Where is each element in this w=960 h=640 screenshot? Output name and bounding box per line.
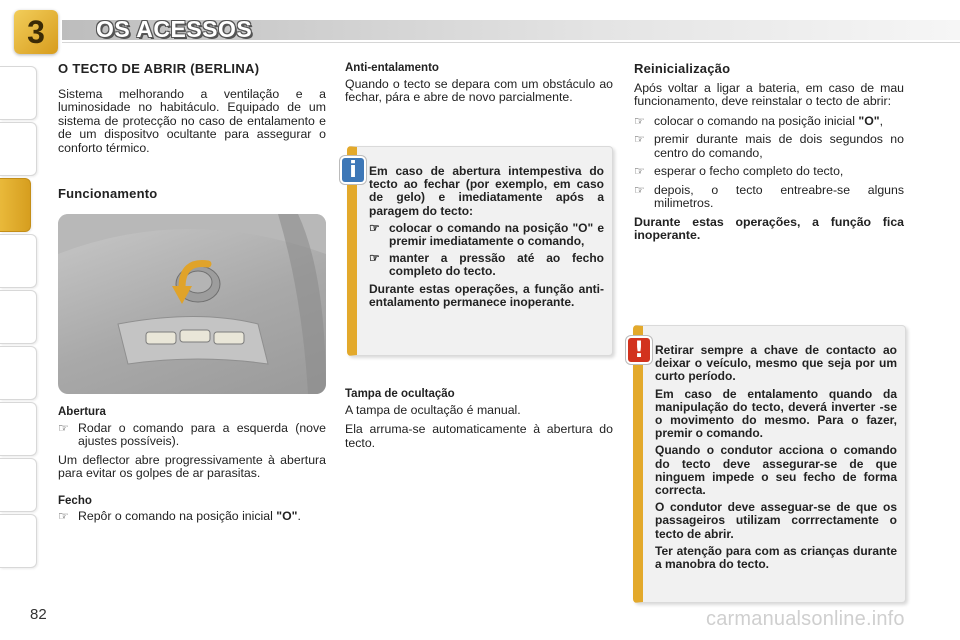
anti-pinch-paragraph: Quando o tecto se depara com um obstáculo ao fechar, pára e abre de novo parcialmente.: [345, 76, 613, 104]
deflector-paragraph: Um deflector abre progressivamente à abertura para evitar os golpes de ar parasitas.: [58, 452, 326, 480]
reset-conclusion: Durante estas operações, a função fica inoperante.: [634, 214, 904, 242]
closing-bullet-suffix: .: [297, 509, 301, 523]
info-box-bullet-1: [369, 222, 604, 248]
reset-heading: Reinicialização: [634, 61, 731, 76]
blind-heading: Tampa de ocultação: [345, 388, 455, 400]
chapter-tab[interactable]: [0, 66, 37, 120]
chapter-number-badge: 3: [14, 10, 58, 54]
chapter-tab[interactable]: [0, 234, 37, 288]
opening-heading: Abertura: [58, 406, 106, 418]
info-bullet-1-prefix: colocar o comando na posição: [389, 220, 569, 235]
opening-section: [58, 406, 326, 529]
column-left: [58, 62, 326, 207]
chapter-tabs: [0, 40, 46, 600]
reset-intro: Após voltar a ligar a bateria, em caso de mau funcionamento, deve reinstalar o tecto de abrir:: [634, 80, 904, 108]
pointing-hand-icon: ☞: [369, 220, 380, 235]
info-box-conclusion: Durante estas operações, a função anti-entalamento permanece inoperante.: [369, 281, 604, 309]
chapter-tab[interactable]: [0, 458, 37, 512]
roof-control-drawing: [58, 214, 326, 394]
reset-bullet-3-text: esperar o fecho completo do tecto,: [654, 164, 844, 178]
chapter-tab[interactable]: [0, 122, 37, 176]
blind-section: [345, 388, 613, 456]
closing-bullet-text: [78, 510, 326, 524]
warning-box: [633, 325, 906, 603]
warning-icon: !: [628, 338, 650, 362]
info-box-content: [369, 165, 604, 313]
chapter-tab[interactable]: [0, 402, 37, 456]
info-bullet-1-suffix: e premir imediatamente o comando,: [389, 220, 604, 249]
reset-bullet-2-text: premir durante mais de dois segundos no centro do comando,: [654, 132, 904, 160]
info-box-bullet-2: [369, 252, 604, 278]
chapter-tab-active[interactable]: [0, 178, 31, 232]
info-icon: i: [342, 158, 364, 182]
warning-paragraph-4: O condutor deve asseguar-se de que os passageiros utilizam corrrectamente o tecto de abrir.: [655, 500, 897, 541]
reset-bullet-1-prefix: colocar o comando na posição inicial: [654, 113, 855, 128]
warning-paragraph-1: Retirar sempre a chave de contacto ao deixar o veículo, mesmo que seja por um curto período.: [655, 343, 897, 384]
info-box-intro: Em caso de abertura intempestiva do tecto ao fechar (por exemplo, em caso de gelo) e imediatamente após a paragem do tecto:: [369, 164, 604, 218]
reset-bullet-3: [634, 165, 904, 179]
reset-position-value: "O": [858, 113, 880, 128]
pointing-hand-icon: ☞: [369, 251, 380, 266]
warning-box-content: [655, 344, 897, 575]
pointing-hand-icon: ☞: [634, 132, 645, 146]
info-box-bullet-2-text: manter a pressão até ao fecho completo do tecto.: [389, 251, 604, 279]
column-right: [634, 62, 904, 249]
intro-paragraph: Sistema melhorando a ventilação e a luminosidade no habitáculo. Equipado de um sistema de protecção no caso de entalamento e de um dispositvo ocultante para assegurar o conforto térmico.: [58, 86, 326, 155]
blind-paragraph-1: A tampa de ocultação é manual.: [345, 402, 521, 417]
column-middle: [345, 62, 613, 111]
warning-paragraph-3: Quando o condutor acciona o comando do tecto deve assegurar-se de que ninguem impede o seu fecho de forma correcta.: [655, 443, 897, 498]
pointing-hand-icon: ☞: [634, 182, 645, 197]
reset-bullet-1-suffix: ,: [879, 113, 884, 128]
reset-bullet-1-text: [654, 115, 904, 129]
closing-position-value: "O": [276, 509, 298, 523]
info-box-bullet-1-text: [389, 222, 604, 248]
console-button-right: [214, 332, 244, 344]
page-number: 82: [30, 606, 47, 623]
console-button-left: [146, 332, 176, 344]
warning-paragraph-5: Ter atenção para com as crianças durante a manobra do tecto.: [655, 543, 897, 572]
closing-bullet-prefix: Repôr o comando na posição inicial: [78, 509, 273, 523]
reset-bullet-4-text: depois, o tecto entreabre-se alguns milimetros.: [654, 182, 904, 210]
reset-bullet-4: [634, 184, 904, 211]
warning-paragraph-2: Em caso de entalamento quando da manipulação do tecto, deverá inverter -se o movimento do mesmo. Para o fazer, premir o comando.: [655, 386, 897, 441]
reset-bullet-2: [634, 133, 904, 160]
info-bullet-1-position: "O": [572, 220, 594, 235]
closing-bullet: [58, 510, 326, 524]
chapter-tab[interactable]: [0, 514, 37, 568]
anti-pinch-heading: Anti-entalamento: [345, 62, 439, 74]
pointing-hand-icon: ☞: [634, 164, 645, 178]
pointing-hand-icon: ☞: [634, 113, 645, 128]
closing-heading: Fecho: [58, 494, 92, 507]
section-title: O TECTO DE ABRIR (BERLINA): [58, 61, 260, 76]
blind-paragraph-2: Ela arruma-se automaticamente à abertura do tecto.: [345, 422, 613, 450]
pointing-hand-icon: ☞: [58, 420, 69, 435]
chapter-tab[interactable]: [0, 346, 37, 400]
operation-heading: Funcionamento: [58, 186, 158, 201]
info-box: [347, 146, 613, 356]
watermark: carmanualsonline.info: [706, 608, 905, 630]
chapter-tab[interactable]: [0, 290, 37, 344]
reset-bullet-1: [634, 115, 904, 129]
roof-control-illustration: [58, 214, 326, 394]
opening-bullet-text: Rodar o comando para a esquerda (nove ajustes possíveis).: [78, 420, 326, 448]
chapter-title: OS ACESSOS: [96, 16, 253, 42]
pointing-hand-icon: ☞: [58, 509, 69, 523]
opening-bullet: [58, 422, 326, 449]
console-button-middle: [180, 330, 210, 342]
page-header: [0, 0, 960, 52]
